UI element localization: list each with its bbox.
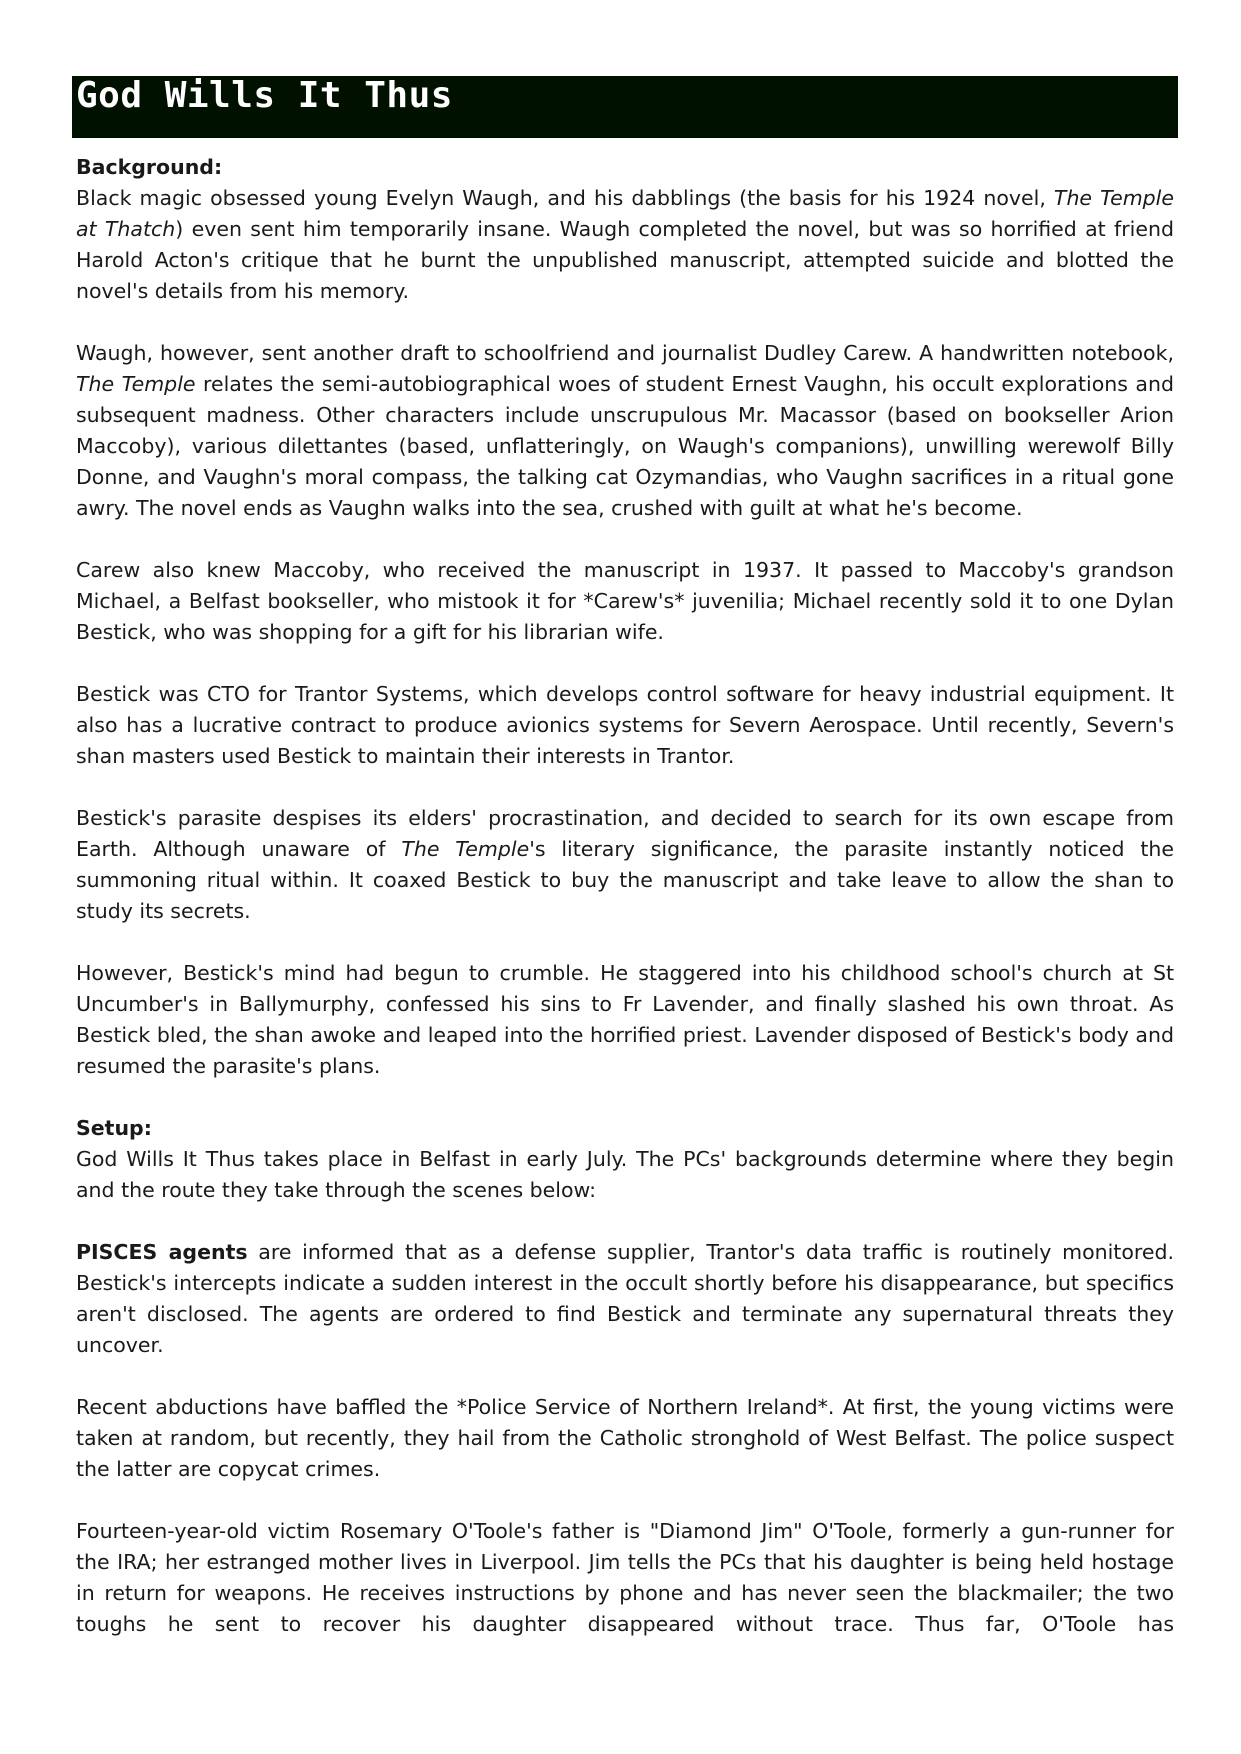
pisces-agents-label: PISCES agents	[76, 1240, 248, 1264]
setup-paragraph-3: Recent abductions have baffled the *Police Service of Northern Ireland*. At first, the young victims were taken at random, but recently, they hail from the Catholic stronghold of West Belfast. The police suspect the latter are copycat crimes.	[76, 1395, 1174, 1481]
manuscript-title: The Temple	[401, 837, 530, 861]
background-paragraph-4: Bestick was CTO for Trantor Systems, which develops control software for heavy industrial equipment. It also has a lucrative contract to produce avionics systems for Severn Aerospace. Until recently, Severn's shan masters used Bestick to maintain their interests in Trantor.	[76, 682, 1174, 768]
background-paragraph-5: Bestick's parasite despises its elders' procrastination, and decided to search for its own escape from Earth. Although unaware of The Temple's literary significance, the parasite instantly noticed the summoning ritual within. It coaxed Bestick to buy the manuscript and take leave to allow the shan to study its secrets.	[76, 806, 1174, 923]
novel-title: The Temple at Thatch	[76, 186, 1174, 241]
setup-paragraph-2: PISCES agents are informed that as a defense supplier, Trantor's data traffic is routinely monitored. Bestick's intercepts indicate a sudden interest in the occult shortly before his disappearance, but specifics aren't disclosed. The agents are ordered to find Bestick and terminate any supernatural threats they uncover.	[76, 1240, 1174, 1357]
setup-paragraph-1: Setup: God Wills It Thus takes place in Belfast in early July. The PCs' backgrounds determine where they begin and the route they take through the scenes below:	[76, 1113, 1174, 1206]
background-paragraph-3: Carew also knew Maccoby, who received the manuscript in 1937. It passed to Maccoby's grandson Michael, a Belfast bookseller, who mistook it for *Carew's* juvenilia; Michael recently sold it to one Dylan Bestick, who was shopping for a gift for his librarian wife.	[76, 558, 1174, 644]
document-page	[72, 76, 1178, 1640]
title-bar	[72, 76, 1178, 138]
setup-heading: Setup:	[76, 1116, 152, 1140]
background-heading: Background:	[76, 155, 223, 179]
notebook-title: The Temple	[76, 372, 196, 396]
document-body	[72, 152, 1178, 1640]
background-paragraph-6: However, Bestick's mind had begun to crumble. He staggered into his childhood school's church at St Uncumber's in Ballymurphy, confessed his sins to Fr Lavender, and finally slashed his own throat. As Bestick bled, the shan awoke and leaped into the horrified priest. Lavender disposed of Bestick's body and resumed the parasite's plans.	[76, 961, 1174, 1078]
background-paragraph-1: Background: Black magic obsessed young Evelyn Waugh, and his dabblings (the basis for his 1924 novel, The Temple at Thatch) even sent him temporarily insane. Waugh completed the novel, but was so horrified at friend Harold Acton's critique that he burnt the unpublished manuscript, attempted suicide and blotted the novel's details from his memory.	[76, 152, 1174, 307]
page-title: God Wills It Thus	[76, 75, 453, 116]
background-paragraph-2: Waugh, however, sent another draft to schoolfriend and journalist Dudley Carew. A handwritten notebook, The Temple relates the semi-autobiographical woes of student Ernest Vaughn, his occult explorations and subsequent madness. Other characters include unscrupulous Mr. Macassor (based on bookseller Arion Maccoby), various dilettantes (based, unflatteringly, on Waugh's companions), unwilling werewolf Billy Donne, and Vaughn's moral compass, the talking cat Ozymandias, who Vaughn sacrifices in a ritual gone awry. The novel ends as Vaughn walks into the sea, crushed with guilt at what he's become.	[76, 341, 1174, 520]
setup-paragraph-4: Fourteen-year-old victim Rosemary O'Toole's father is "Diamond Jim" O'Toole, formerly a gun-runner for the IRA; her estranged mother lives in Liverpool. Jim tells the PCs that his daughter is being held hostage in return for weapons. He receives instructions by phone and has never seen the blackmailer; the two toughs he sent to recover his daughter disappeared without trace. Thus far, O'Toole has	[76, 1519, 1174, 1636]
